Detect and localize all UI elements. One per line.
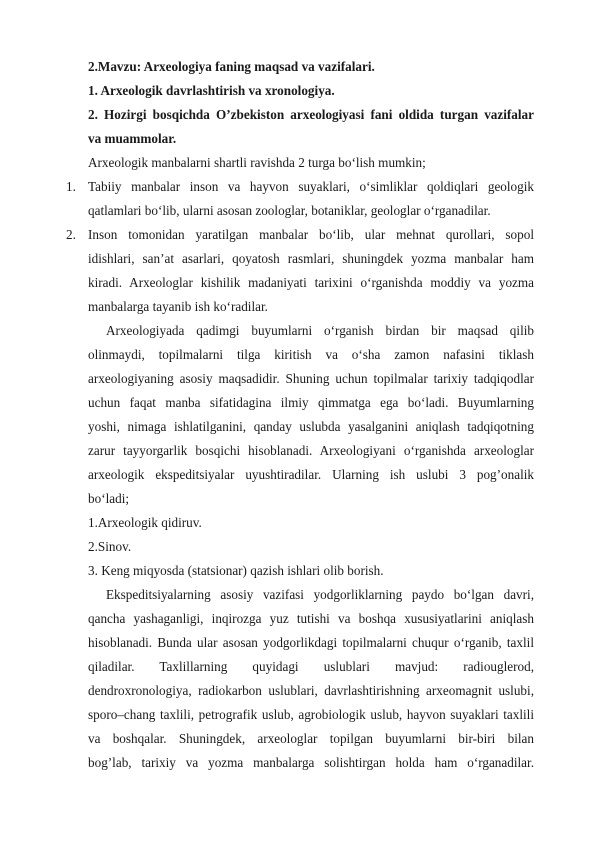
paragraph-1-line-4: uchun faqat manba sifatidagina ilmiy qimmatga ega bo‘ladi. Buyumlarning: [88, 395, 534, 410]
subtopic-2: 2. Hozirgi bosqichda O’zbekiston arxeologiyasi fani oldida turgan vazifalar: [88, 107, 534, 122]
paragraph-1-line-3: arxeologiyaning asosiy maqsadidir. Shuning uchun topilmalar tarixiy tadqiqodlar: [88, 371, 534, 386]
paragraph-2-line-7: va boshqalar. Shuningdek, arxeologlar topilgan buyumlarni bir-biri bilan: [88, 731, 534, 746]
list-item-2-line-1: Inson tomonidan yaratilgan manbalar bo‘lib, ular mehnat qurollari, sopol: [88, 227, 534, 242]
paragraph-1-line-1: Arxeologiyada qadimgi buyumlarni o‘rganish birdan bir maqsad qilib: [106, 323, 534, 338]
method-1: 1.Arxeologik qidiruv.: [88, 515, 202, 530]
topic-title: 2.Mavzu: Arxeologiya faning maqsad va vazifalari.: [88, 59, 375, 74]
paragraph-2-line-1: Ekspeditsiyalarning asosiy vazifasi yodgorliklarning paydo bo‘lgan davri,: [106, 587, 534, 602]
list-item-1-line-2: qatlamlari bo‘lib, ularni asosan zoologlar, botaniklar, geologlar o‘rganadilar.: [88, 203, 491, 218]
list-number-1: 1.: [66, 179, 76, 194]
subtopic-2-continued: va muammolar.: [88, 131, 177, 146]
intro-line: Arxeologik manbalarni shartli ravishda 2 turga bo‘lish mumkin;: [88, 155, 426, 170]
paragraph-2-line-3: hisoblanadi. Bunda ular asosan yodgorlikdagi topilmalarni chuqur o‘rganib, taxlil: [88, 635, 534, 650]
method-3: 3. Keng miqyosda (statsionar) qazish ishlari olib borish.: [88, 563, 384, 578]
list-item-2-line-4: manbalarga tayanib ish ko‘radilar.: [88, 299, 268, 314]
paragraph-1-line-5: yoshi, nimaga ishlatilganini, qanday uslubda yasalganini aniqlash tadqiqotning: [88, 419, 534, 434]
list-item-2-line-2: idishlari, san’at asarlari, qoyatosh rasmlari, shuningdek yozma manbalar ham: [88, 251, 534, 266]
list-number-2: 2.: [66, 227, 76, 242]
list-item-1-line-1: Tabiiy manbalar inson va hayvon suyaklari, o‘simliklar qoldiqlari geologik: [88, 179, 534, 194]
paragraph-1-line-8: bo‘ladi;: [88, 491, 130, 506]
paragraph-2-line-5: dendroxronologiya, radiokarbon uslublari, davrlashtirishning arxeomagnit uslubi,: [88, 683, 534, 698]
method-2: 2.Sinov.: [88, 539, 132, 554]
paragraph-2-line-2: qancha yashaganligi, inqirozga yuz tutishi va boshqa xususiyatlarini aniqlash: [88, 611, 534, 626]
paragraph-1-line-7: arxeologik ekspeditsiyalar uyushtiradilar. Ularning ish uslubi 3 pog’onalik: [88, 467, 534, 482]
paragraph-1-line-2: olinmaydi, topilmalarni tilga kiritish va o‘sha zamon nafasini tiklash: [88, 347, 534, 362]
list-item-2-line-3: kiradi. Arxeologlar kishilik madaniyati tarixini o‘rganishda moddiy va yozma: [88, 275, 534, 290]
paragraph-2-line-4: qiladilar. Taxlillarning quyidagi uslublari mavjud: radiouglerod,: [88, 659, 534, 674]
paragraph-1-line-6: zarur tayyorgarlik bosqichi hisoblanadi. Arxeologiyani o‘rganishda arxeologlar: [88, 443, 534, 458]
paragraph-2-line-6: sporo–chang taxlili, petrografik uslub, agrobiologik uslub, hayvon suyaklari taxlili: [88, 707, 534, 722]
paragraph-2-line-8: bog’lab, tarixiy va yozma manbalarga solishtirgan holda ham o‘rganadilar.: [88, 755, 534, 770]
subtopic-1: 1. Arxeologik davrlashtirish va xronologiya.: [88, 83, 335, 98]
